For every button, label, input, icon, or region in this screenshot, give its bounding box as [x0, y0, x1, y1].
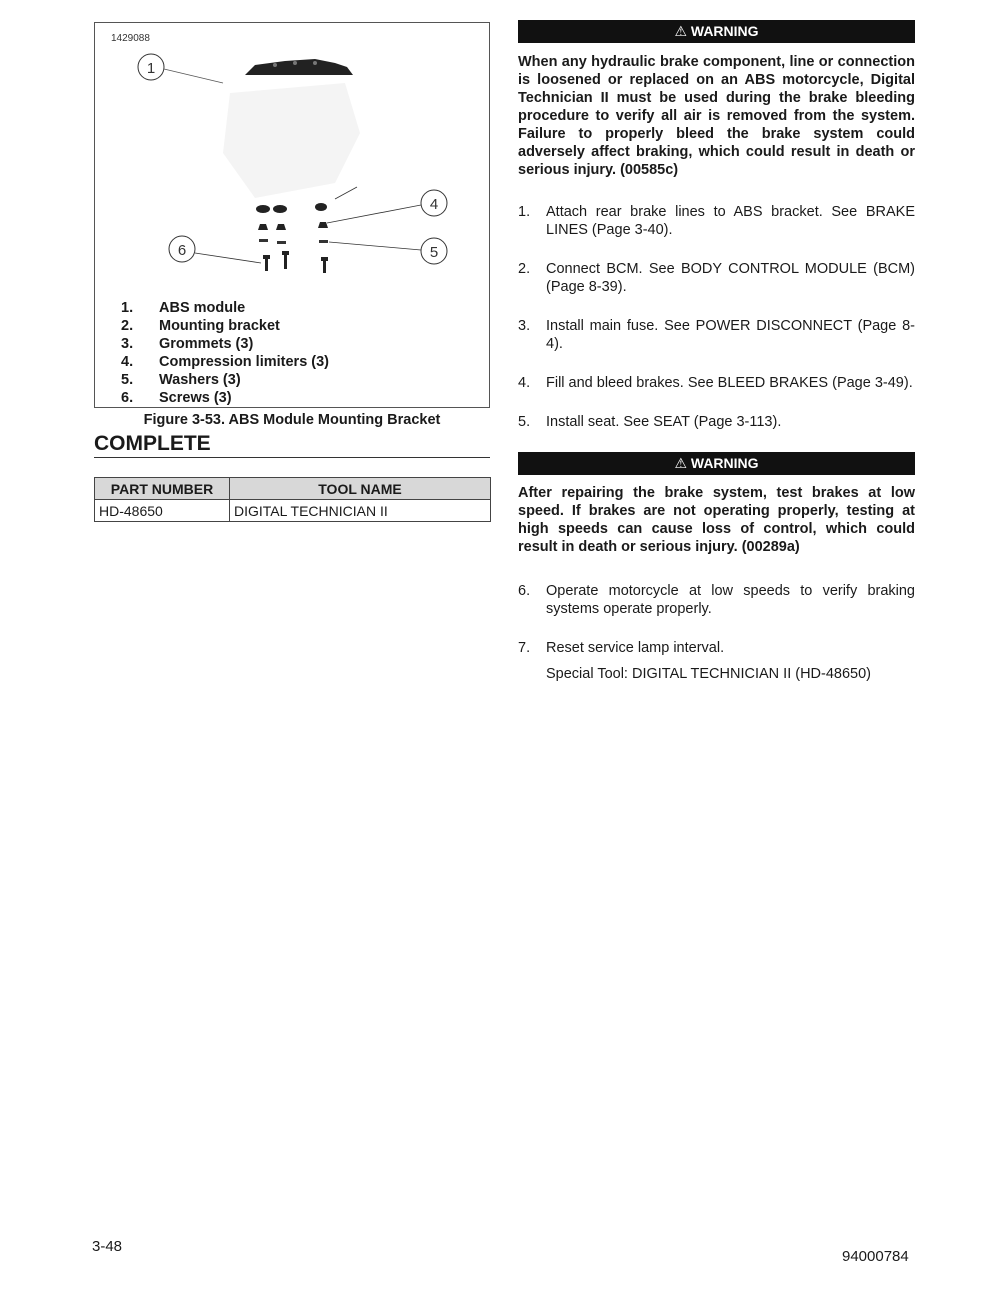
- screw-parts: [263, 251, 328, 273]
- callout-5: [329, 238, 447, 264]
- step-text: Fill and bleed brakes. See BLEED BRAKES (Page 3-49).: [546, 375, 913, 391]
- grommet-parts: [256, 203, 327, 213]
- section-heading: COMPLETE: [94, 432, 490, 458]
- figure-caption: Figure 3-53. ABS Module Mounting Bracket: [143, 412, 441, 428]
- figure-legend: [121, 299, 329, 407]
- callout-1-label: 1: [146, 60, 156, 77]
- callout-4-label: 4: [429, 196, 439, 213]
- callout-6-label: 6: [177, 242, 187, 259]
- step-item: [518, 317, 915, 353]
- legend-item: 5. Washers (3): [121, 372, 241, 388]
- page-number: 3-48: [92, 1238, 123, 1255]
- legend-item: 6. Screws (3): [121, 390, 232, 406]
- cell-tool-name: DIGITAL TECHNICIAN II: [230, 500, 491, 522]
- warning-banner-1: ⚠ WARNING: [518, 20, 915, 43]
- step-text: Attach rear brake lines to ABS bracket. See BRAKE LINES (Page 3-40).: [546, 204, 915, 238]
- step-number: 4.: [518, 375, 531, 391]
- step-item: [518, 413, 915, 431]
- warning-text-2: After repairing the brake system, test brakes at low speed. If brakes are not operating properly, testing at high speeds can cause loss of control, which could result in death or serious injury. (00289a): [518, 485, 915, 555]
- step-item: [518, 582, 915, 618]
- step-special-tool: Special Tool: DIGITAL TECHNICIAN II (HD-48650): [546, 666, 872, 682]
- figure-box: [94, 22, 490, 408]
- step-text: Connect BCM. See BODY CONTROL MODULE (BCM) (Page 8-39).: [546, 261, 915, 295]
- step-item: [518, 374, 915, 392]
- step-item: [518, 203, 915, 239]
- table-row: [95, 500, 491, 522]
- abs-module-shape: [245, 59, 353, 75]
- mounting-bracket-shape: [223, 83, 360, 198]
- step-number: 5.: [518, 414, 531, 430]
- step-text: Reset service lamp interval.: [546, 640, 725, 656]
- cell-part-number: HD-48650: [95, 500, 230, 522]
- callout-1: [138, 54, 223, 83]
- callout-5-label: 5: [429, 244, 439, 261]
- step-text: Operate motorcycle at low speeds to verify braking systems operate properly.: [546, 583, 915, 617]
- column-header-tool-name: TOOL NAME: [230, 478, 491, 500]
- legend-item: 3. Grommets (3): [121, 336, 254, 352]
- step-number: 1.: [518, 204, 531, 220]
- compression-limiter-parts: [258, 222, 328, 230]
- washer-parts: [259, 239, 328, 244]
- callout-6: [169, 236, 261, 263]
- step-number: 3.: [518, 318, 531, 334]
- legend-item: 4. Compression limiters (3): [121, 354, 330, 370]
- step-number: 2.: [518, 261, 531, 277]
- legend-item: 1. ABS module: [121, 300, 246, 316]
- column-header-part-number: PART NUMBER: [95, 478, 230, 500]
- step-item: [518, 260, 915, 296]
- step-text: Install main fuse. See POWER DISCONNECT (Page 8-4).: [546, 318, 915, 352]
- warning-text-1: When any hydraulic brake component, line or connection is loosened or replaced on an ABS motorcycle, Digital Technician II must be used during the brake bleeding procedure to verify all air is removed from the system. Failure to properly bleed the brake system could adversely affect braking, which could result in death or serious injury. (00585c): [518, 54, 915, 178]
- callout-4: [327, 187, 447, 223]
- step-item: [518, 639, 915, 683]
- table-header-row: [95, 478, 491, 500]
- special-tools-table: [94, 477, 491, 522]
- figure-id: 1429088: [111, 33, 150, 44]
- abs-bracket-illustration: [95, 23, 491, 293]
- document-number: 94000784: [842, 1248, 909, 1265]
- step-text: Install seat. See SEAT (Page 3-113).: [546, 414, 782, 430]
- legend-item: 2. Mounting bracket: [121, 318, 280, 334]
- step-number: 7.: [518, 640, 531, 656]
- warning-banner-2: ⚠ WARNING: [518, 452, 915, 475]
- step-number: 6.: [518, 583, 531, 599]
